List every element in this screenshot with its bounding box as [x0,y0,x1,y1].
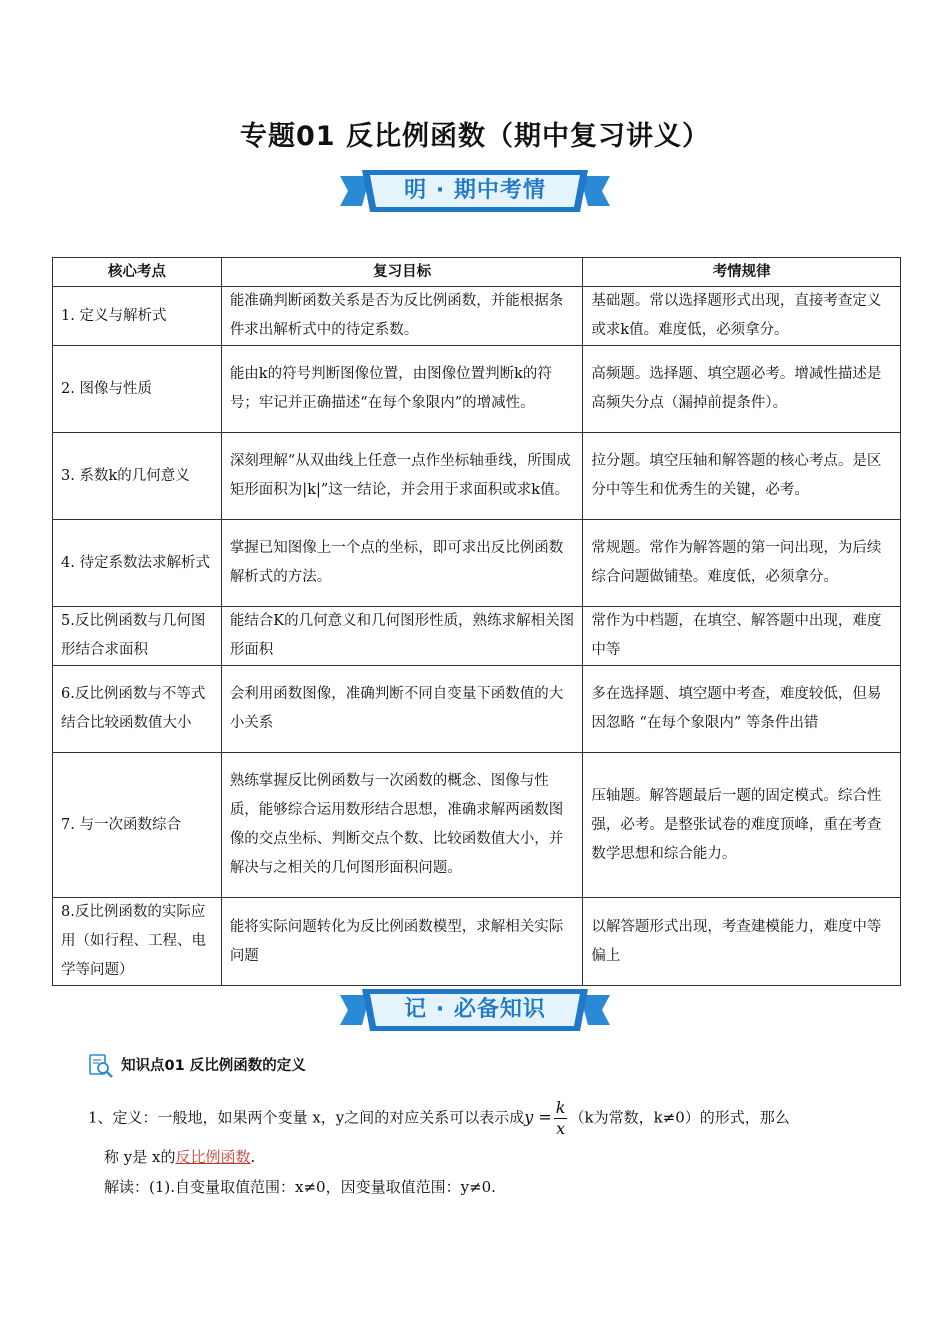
definition-suffix: （k为常数，k≠0）的形式，那么 [569,1108,790,1127]
table-row [53,433,901,520]
header-exam-pattern: 考情规律 [583,258,901,287]
goal-cell: 掌握已知图像上一个点的坐标，即可求出反比例函数解析式的方法。 [221,520,583,607]
banner-text: 记 · 必备知识 [404,997,546,1022]
section-banner-knowledge [340,987,610,1033]
table-row [53,287,901,346]
knowledge-point-heading [88,1052,306,1080]
topic-cell: 4. 待定系数法求解析式 [53,520,222,607]
goal-cell: 能准确判断函数关系是否为反比例函数，并能根据条件求出解析式中的待定系数。 [221,287,583,346]
section-banner-exam [340,168,610,214]
inverse-proportion-link[interactable]: 反比例函数 [175,1148,251,1166]
topic-cell: 7. 与一次函数综合 [53,753,222,898]
topic-cell: 8.反比例函数的实际应用（如行程、工程、电学等问题） [53,898,222,986]
pattern-cell: 常规题。常作为解答题的第一问出现，为后续综合问题做铺垫。难度低，必须拿分。 [583,520,901,607]
pattern-cell: 基础题。常以选择题形式出现，直接考查定义或求k值。难度低，必须拿分。 [583,287,901,346]
table-row [53,520,901,607]
header-core-topic: 核心考点 [53,258,222,287]
knowledge-point-label: 知识点01 反比例函数的定义 [121,1058,306,1074]
pattern-cell: 压轴题。解答题最后一题的固定模式。综合性强，必考。是整张试卷的难度顶峰，重在考查数学思想和综合能力。 [583,753,901,898]
pattern-cell: 以解答题形式出现，考查建模能力，难度中等偏上 [583,898,901,986]
banner-text: 明 · 期中考情 [404,178,546,203]
table-row [53,666,901,753]
topic-cell: 2. 图像与性质 [53,346,222,433]
magnifier-document-icon [88,1053,114,1079]
topic-cell: 3. 系数k的几何意义 [53,433,222,520]
table-row [53,898,901,986]
table-row [53,607,901,666]
header-review-goal: 复习目标 [221,258,583,287]
formula-numerator: k [555,1098,566,1117]
goal-cell: 深刻理解“从双曲线上任意一点作坐标轴垂线，所围成矩形面积为|k|”这一结论，并会用于求面积或求k值。 [221,433,583,520]
topic-cell: 5.反比例函数与几何图形结合求面积 [53,607,222,666]
line2-suffix: . [250,1148,256,1166]
table-row [53,346,901,433]
pattern-cell: 多在选择题、填空题中考查，难度较低，但易因忽略 “在每个象限内” 等条件出错 [583,666,901,753]
pattern-cell: 拉分题。填空压轴和解答题的核心考点。是区分中等生和优秀生的关键，必考。 [583,433,901,520]
definition-prefix: 1、定义：一般地，如果两个变量 x，y之间的对应关系可以表示成 [88,1108,525,1127]
formula-fraction [554,1098,568,1139]
pattern-cell: 高频题。选择题、填空题必考。增减性描述是高频失分点（漏掉前提条件）。 [583,346,901,433]
interpretation-line: 解读：(1).自变量取值范围：x≠0，因变量取值范围：y≠0. [104,1178,496,1196]
page-title: 专题01 反比例函数（期中复习讲义） [240,121,710,152]
formula-denominator: x [556,1119,566,1138]
topic-cell: 6.反比例函数与不等式结合比较函数值大小 [53,666,222,753]
definition-line [88,1098,888,1139]
topic-cell: 1. 定义与解析式 [53,287,222,346]
formula-lhs: y = [524,1107,552,1127]
table-row [53,753,901,898]
table-header-row [53,258,901,287]
goal-cell: 熟练掌握反比例函数与一次函数的概念、图像与性质，能够综合运用数形结合思想，准确求解两函数图像的交点坐标、判断交点个数、比较函数值大小，并解决与之相关的几何图形面积问题。 [221,753,583,898]
pattern-cell: 常作为中档题，在填空、解答题中出现，难度中等 [583,607,901,666]
exam-overview-table [52,257,901,986]
goal-cell: 能结合K的几何意义和几何图形性质，熟练求解相关图形面积 [221,607,583,666]
goal-cell: 能由k的符号判断图像位置，由图像位置判断k的符号；牢记并正确描述“在每个象限内”的增减性。 [221,346,583,433]
definition-line-2 [104,1142,255,1172]
line2-prefix: 称 y是 x的 [104,1148,176,1166]
goal-cell: 会利用函数图像，准确判断不同自变量下函数值的大小关系 [221,666,583,753]
goal-cell: 能将实际问题转化为反比例函数模型，求解相关实际问题 [221,898,583,986]
